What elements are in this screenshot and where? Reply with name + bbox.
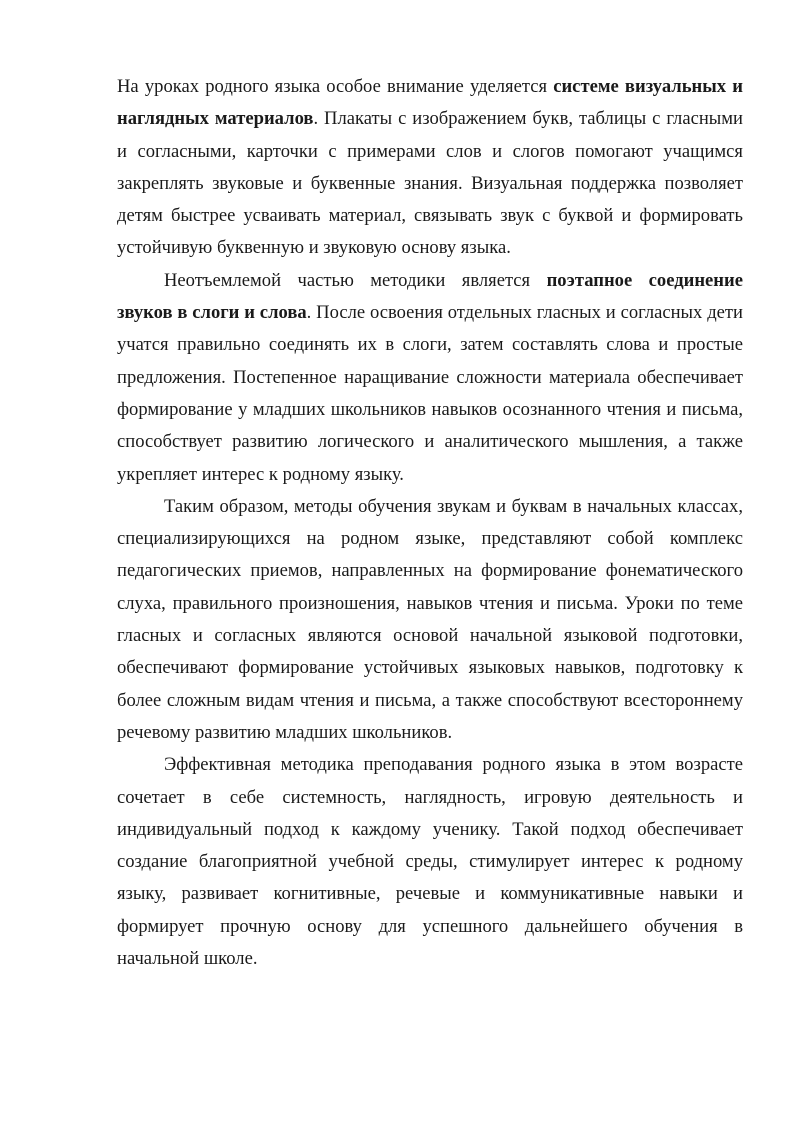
bold-phrase: поэтапное соединение звуков в слоги и слова <box>117 269 743 324</box>
paragraph-visual-materials <box>117 71 743 265</box>
document-page <box>117 71 743 975</box>
paragraph-methods-summary: Таким образом, методы обучения звукам и буквам в начальных классах, специализирующихся на родном языке, представляют собой комплекс педагогических приемов, направленных на формирование фонематического слуха, правильного произношения, навыков чтения и письма. Уроки по теме гласных и согласных являются основой начальной языковой подготовки, обеспечивают формирование устойчивых языковых навыков, подготовку к более сложным видам чтения и письма, а также способствуют всестороннему речевому развитию младших школьников. <box>117 495 743 743</box>
paragraph-text: . После освоения отдельных гласных и согласных дети учатся правильно соединять их в слоги, затем составлять слова и простые предложения. Постепенное наращивание сложности материала обеспечивает формирование у младших школьников навыков осознанного чтения и письма, способствует развитию логического и аналитического мышления, а также укрепляет интерес к родному языку. <box>117 302 743 485</box>
paragraph-text: На уроках родного языка особое внимание уделяется <box>117 76 554 97</box>
paragraph-sound-joining <box>117 265 743 491</box>
bold-phrase: системе визуальных и наглядных материалов <box>117 76 743 130</box>
paragraph-effective-methodology: Эффективная методика преподавания родного языка в этом возрасте сочетает в себе системность, наглядность, игровую деятельность и индивидуальный подход к каждому ученику. Такой подход обеспечивает создание благоприятной учебной среды, стимулирует интерес к родному языку, развивает когнитивные, речевые и коммуникативные навыки и формирует прочную основу для успешного дальнейшего обучения в начальной школе. <box>117 754 743 970</box>
paragraph-text: Неотъемлемой частью методики является <box>164 269 547 291</box>
paragraph-text: . Плакаты с изображением букв, таблицы с гласными и согласными, карточки с примерами слов и слогов помогают учащимся закреплять звуковые и буквенные знания. Визуальная поддержка позволяет детям быстрее усваивать материал, связывать звук с буквой и формировать устойчивую буквенную и звуковую основу языка. <box>117 108 743 259</box>
